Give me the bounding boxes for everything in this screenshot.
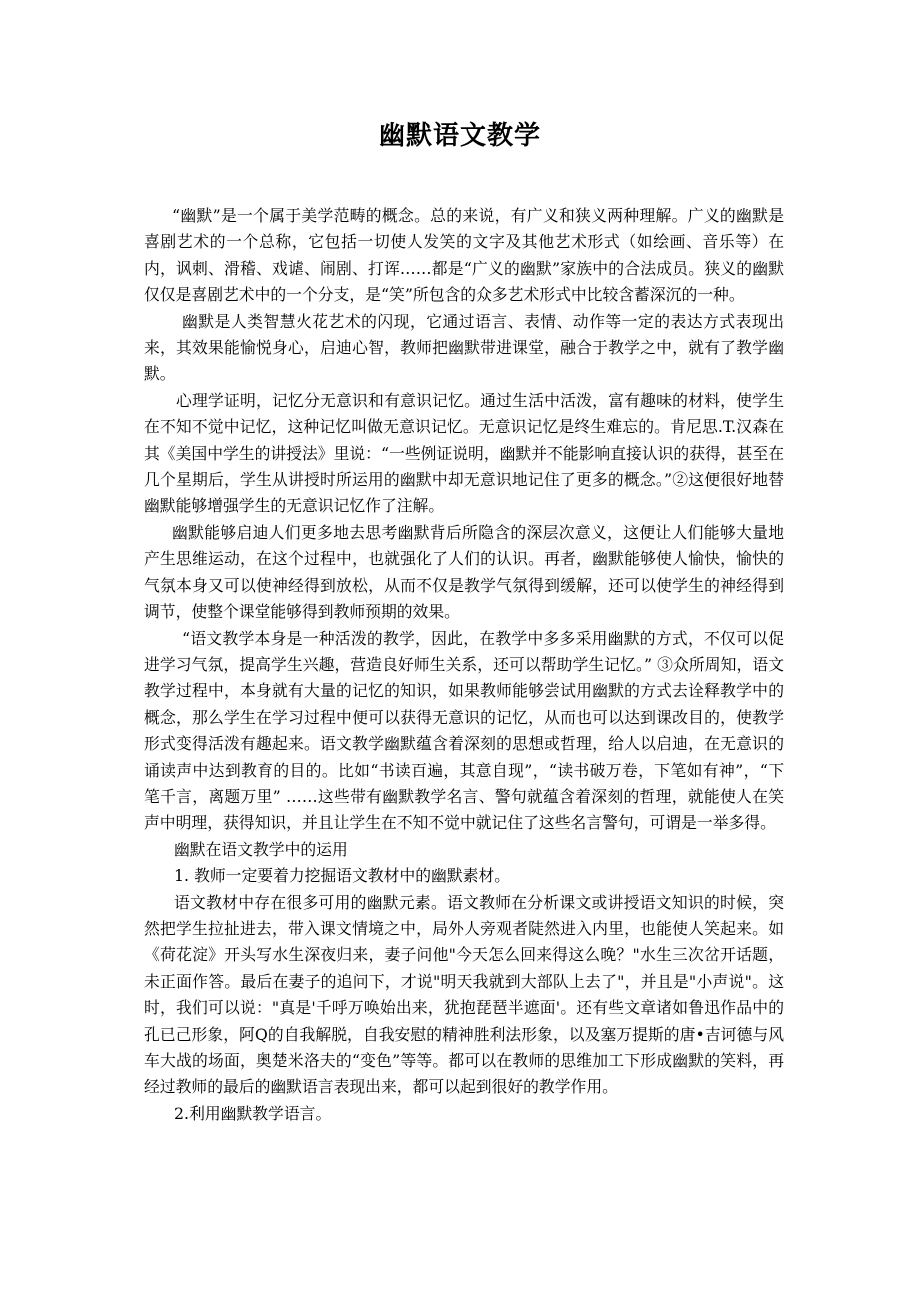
paragraph-teaching-humor: 幽默是人类智慧火花艺术的闪现，它通过语言、表情、动作等一定的表达方式表现出来，其效果能愉悦身心，启迪心智，教师把幽默带进课堂，融合于教学之中，就有了教学幽默。 <box>144 311 784 384</box>
document-title: 幽默语文教学 <box>378 121 541 151</box>
document-body <box>144 203 784 1127</box>
section-heading-application: 幽默在语文教学中的运用 <box>174 839 348 859</box>
paragraph-memory-psychology: 心理学证明，记忆分无意识和有意识记忆。通过生活中活泼，富有趣味的材料，使学生在不知不觉中记忆，这种记忆叫做无意识记忆。无意识记忆是终生难忘的。肯尼思.T.汉森在其《美国中学生的讲授法》里说：“一些例证说明，幽默并不能影响直接认识的获得，甚至在几个星期后，学生从讲授时所运用的幽默中却无意识地记住了更多的概念。”②这便很好地替幽默能够增强学生的无意识记忆作了注解。 <box>144 390 784 516</box>
list-item-1: 1. 教师一定要着力挖掘语文教材中的幽默素材。 <box>174 866 511 886</box>
paragraph-humor-definition: “幽默”是一个属于美学范畴的概念。总的来说，有广义和狭义两种理解。广义的幽默是喜剧艺术的一个总称，它包括一切使人发笑的文字及其他艺术形式（如绘画、音乐等）在内，讽刺、滑稽、戏谑、闹剧、打诨……都是“广义的幽默”家族中的合法成员。狭义的幽默仅仅是喜剧艺术中的一个分支，是“笑”所包含的众多艺术形式中比较含蓄深沉的一种。 <box>144 206 784 305</box>
paragraph-textbook-humor: 语文教材中存在很多可用的幽默元素。语文教师在分析课文或讲授语文知识的时候，突然把学生拉扯进去，带入课文情境之中，局外人旁观者陡然进入内里，也能使人笑起来。如《荷花淀》开头写水生深夜归来，妻子问他"今天怎么回来得这么晚？"水生三次岔开话题，未正面作答。最后在妻子的追问下，才说"明天我就到大部队上去了"，并且是"小声说"。这时，我们可以说："真是'千呼万唤始出来，犹抱琵琶半遮面'。还有些文章诸如鲁迅作品中的孔已己形象，阿Q的自我解脱，自我安慰的精神胜利法形象，以及塞万提斯的唐•吉诃德与风车大战的场面，奥楚米洛夫的“变色”等等。都可以在教师的思维加工下形成幽默的笑料，再经过教师的最后的幽默语言表现出来，都可以起到很好的教学作用。 <box>144 892 784 1097</box>
paragraph-chinese-teaching: “语文教学本身是一种活泼的教学，因此，在教学中多多采用幽默的方式，不仅可以促进学习气氛，提高学生兴趣，营造良好师生关系，还可以帮助学生记忆。” ③众所周知，语文教学过程中，本身就有大量的记忆的知识，如果教师能够尝试用幽默的方式去诠释教学中的概念，那么学生在学习过程中便可以获得无意识的记忆，从而也可以达到课改目的，使教学形式变得活泼有趣起来。语文教学幽默蕴含着深刻的思想或哲理，给人以启迪，在无意识的诵读声中达到教育的目的。比如“书读百遍，其意自现”，“读书破万卷，下笔如有神”，“下笔千言，离题万里” ……这些带有幽默教学名言、警句就蕴含着深刻的哲理，就能使人在笑声中明理，获得知识，并且让学生在不知不觉中就记住了这些名言警句，可谓是一举多得。 <box>144 628 784 833</box>
paragraph-thinking-effect: 幽默能够启迪人们更多地去思考幽默背后所隐含的深层次意义，这便让人们能够大量地产生思维运动，在这个过程中，也就强化了人们的认识。再者，幽默能够使人愉快，愉快的气氛本身又可以使神经得到放松，从而不仅是教学气氛得到缓解，还可以使学生的神经得到调节，使整个课堂能够得到教师预期的效果。 <box>144 522 784 622</box>
list-item-2: 2.利用幽默教学语言。 <box>174 1103 332 1123</box>
